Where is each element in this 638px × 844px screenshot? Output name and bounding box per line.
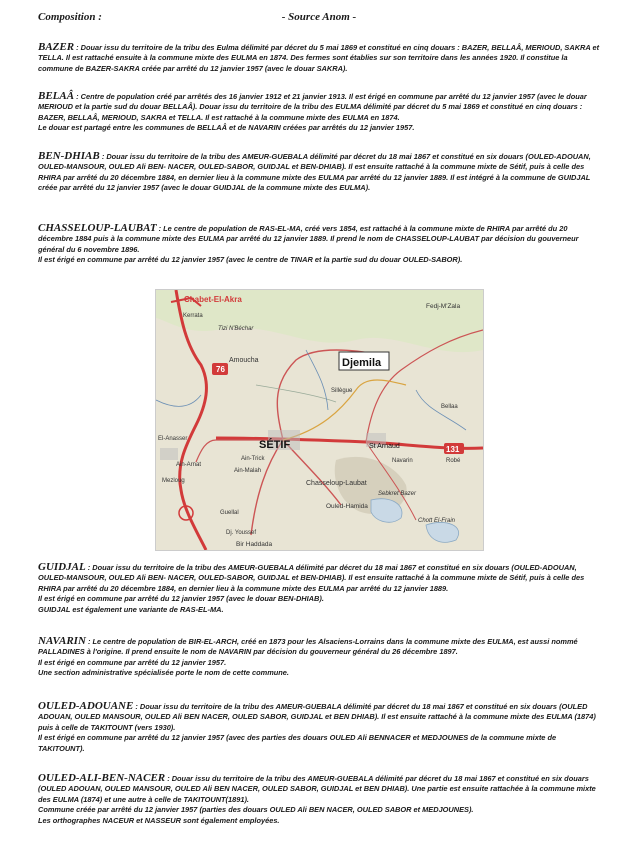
entry-ben-dhiab <box>38 151 603 194</box>
entry-name: OULED-ADOUANE <box>38 700 134 712</box>
entry-name: BELAÂ <box>38 90 75 102</box>
entry-text: : Le centre de population de BIR-EL-ARCH, créé en 1873 pour les Alsaciens-Lorrains dans la commune mixte des EULMA, est aussi nommé PALLADINES à l'origine. Il prend ensuite le nom de NAVARIN par décision du gouverneur général du 26 décembre 1897. <box>38 637 578 657</box>
map-label-elanasser: El-Anasser <box>158 436 188 442</box>
map-label-guellal: Guellal <box>220 510 239 516</box>
map-label-chasseloup: Chasseloup-Laubat <box>306 480 367 487</box>
entry-chasseloup-laubat <box>38 223 603 266</box>
entry-text: Une section administrative spécialisée porte le nom de cette commune. <box>38 668 289 678</box>
map-label-r131: 131 <box>446 445 460 454</box>
entry-navarin <box>38 636 603 679</box>
map-label-bellaa: Bellaa <box>441 404 458 410</box>
entry-text: : Douar issu du territoire de la tribu des AMEUR-GUEBALA délimité par décret du 18 mai 1867 et constitué en six douars (OULED ADOUAN, OULED MANSOUR, OULED Ali BEN NACER, OULED SABOR, GUIDJAL et BEN DHIAB). Une partie est ensuite rattachée à la commune mixte des EULMA (1874) et une autre à celle de TAKITOUNT(1891). <box>38 774 596 804</box>
entry-text: Le douar est partagé entre les communes de BELLAÂ et de NAVARIN créées par arrêtés du 12 janvier 1957. <box>38 123 415 133</box>
map-label-birhaddada: Bir Haddada <box>236 541 273 548</box>
map-label-robe: Robé <box>446 458 461 464</box>
map-label-fedj: Fedj-M'Zala <box>426 303 461 310</box>
map-label-chabet: Chabet-El-Akra <box>184 295 242 304</box>
composition-heading: Composition : <box>38 11 102 23</box>
map-label-r76: 76 <box>216 365 225 374</box>
map-label-setif: SÉTIF <box>259 439 291 451</box>
entry-text: Il est érigé en commune par arrêté du 12 janvier 1957 (avec des parties des douars OULED Ali BENNACER et MEDJOUNES de la commune mixte de TAKITOUNT). <box>38 733 557 753</box>
entry-text: : Centre de population créé par arrêtés des 16 janvier 1912 et 21 janvier 1913. Il est érigé en commune par arrêté du 12 janvier 1957 (avec le douar MERIOUD et la partie sud du douar BELLAÂ). Douar issu du territoire de la tribu des EULMA délimité par décret du 5 mai 1869 et constitué en cinq douars : BAZER, BELLAÂ, MERIOUD, SAKRA et TELLA. Il est rattaché à la commune mixte des EULMA en 1874. <box>38 92 587 122</box>
entry-text: : Douar issu du territoire de la tribu des AMEUR-GUEBALA délimité par décret du 18 mai 1867 et constitué en six douars (OULED ADOUAN, OULED MANSOUR, OULED Ali BEN NACER, OULED SABOR, GUIDJAL et BEN DHIAB). Il est ensuite rattaché à la commune mixte des EULMA (1874) puis à celle de TAKITOUNT (vers 1930). <box>38 702 596 732</box>
map-drawing <box>156 290 483 550</box>
entry-ouled-ali-ben-nacer <box>38 773 603 826</box>
entry-name: GUIDJAL <box>38 561 86 573</box>
map-label-chott: Chott El-Frain <box>418 518 456 524</box>
entry-text: GUIDJAL est également une variante de RAS-EL-MA. <box>38 604 224 614</box>
source-heading: - Source Anom - <box>281 11 357 23</box>
region-map <box>155 289 484 551</box>
page-header <box>38 11 600 27</box>
map-label-djemila: Djemila <box>342 357 382 369</box>
entry-text: Il est érigé en commune par arrêté du 12 janvier 1957. <box>38 657 227 667</box>
entry-text: Les orthographes NACEUR et NASSEUR sont également employées. <box>38 815 280 825</box>
map-label-sebkret: Sebkret Bazer <box>378 491 417 497</box>
entry-text: : Douar issu du territoire de la tribu des Eulma délimité par décret du 5 mai 1869 et constitué en cinq douars : BAZER, BELLAÂ, MERIOUD, SAKRA et TELLA. Il est rattaché ensuite à la commune mixte des EULMA en 1874. Des fermes sont établies sur son territoire dans les années 1920. Il constitue la commune de BAZER-SAKRA créée par arrêté du 12 janvier 1957 (avec le douar SAKRA). <box>38 43 600 73</box>
map-label-navarin: Navarin <box>392 458 413 464</box>
entry-guidjal <box>38 562 603 615</box>
entry-text: : Douar issu du territoire de la tribu des AMEUR-GUEBALA délimité par décret du 18 mai 1867 et constitué en six douars (OULED-ADOUAN, OULED-MANSOUR, OULED Ali BEN- NACER, OULED-SABOR, GUIDJAL et BEN-DHIAB). Il est ensuite rattaché à la commune mixte de Sétif, puis à celle des RHIRA par arrêté du 20 décembre 1884, en dernier lieu à la commune mixte des EULMA par arrêté du 12 janvier 1889. <box>38 563 585 593</box>
map-label-sillegue: Sillègue <box>331 388 353 394</box>
map-label-djyoussef: Dj. Youssef <box>226 530 257 536</box>
map-label-mezloug: Mezloug <box>162 478 185 484</box>
entry-text: : Le centre de population de RAS-EL-MA, créé vers 1854, est rattaché à la commune mixte de RHIRA par arrêté du 20 décembre 1884 puis à la commune mixte des EULMA par arrêté du 12 janvier 1889. Il prend le nom de CHASSELOUP-LAUBAT par décision du gouverneur général du 6 novembre 1896. <box>38 224 579 254</box>
entry-bazer <box>38 42 603 74</box>
entry-ouled-adouane <box>38 701 603 754</box>
map-label-ainmalah: Ain-Malah <box>234 468 262 474</box>
entry-text: Il est érigé en commune par arrêté du 12 janvier 1957 (avec le douar BEN-DHIAB). <box>38 594 324 604</box>
entry-name: NAVARIN <box>38 635 86 647</box>
entry-text: Commune créée par arrêté du 12 janvier 1957 (parties des douars OULED Ali BEN NACER, OULED SABOR et MEDJOUNES). <box>38 805 474 815</box>
map-label-ainarnat: Ain-Arnat <box>176 462 202 468</box>
entry-text: : Douar issu du territoire de la tribu des AMEUR-GUEBALA délimité par décret du 18 mai 1867 et constitué en six douars (OULED-ADOUAN, OULED-MANSOUR, OULED Ali BEN- NACER, OULED-SABOR, GUIDJAL et BEN-DHIAB). Il est ensuite rattaché à la commune mixte de Sétif, puis à celle des RHIRA par arrêté du 20 décembre 1884, en dernier lieu à la commune mixte des EULMA par arrêté du 12 janvier 1889. Il est intégré à la commune de GUIDJAL créée par arrêté du 12 janvier 1957 (avec le douar GUIDJAL de la commune mixte des EULMA). <box>38 152 591 193</box>
map-label-aintrick: Ain-Trick <box>241 456 265 462</box>
map-label-ouledhamida: Ouled-Hamida <box>326 503 368 510</box>
entry-name: OULED-ALI-BEN-NACER <box>38 772 166 784</box>
entry-belaa <box>38 91 603 134</box>
entry-name: BAZER <box>38 41 75 53</box>
map-label-amoucha: Amoucha <box>229 357 259 364</box>
map-label-tizi: Tizi N'Béchar <box>218 326 254 332</box>
entry-name: BEN-DHIAB <box>38 150 100 162</box>
map-label-kerrata: Kerrata <box>183 313 203 319</box>
entry-text: Il est érigé en commune par arrêté du 12 janvier 1957 (avec le centre de TINAR et la partie sud du douar OULED-SABOR). <box>38 255 463 265</box>
map-label-starnaud: St Arnaud <box>369 443 400 450</box>
entry-name: CHASSELOUP-LAUBAT <box>38 222 157 234</box>
